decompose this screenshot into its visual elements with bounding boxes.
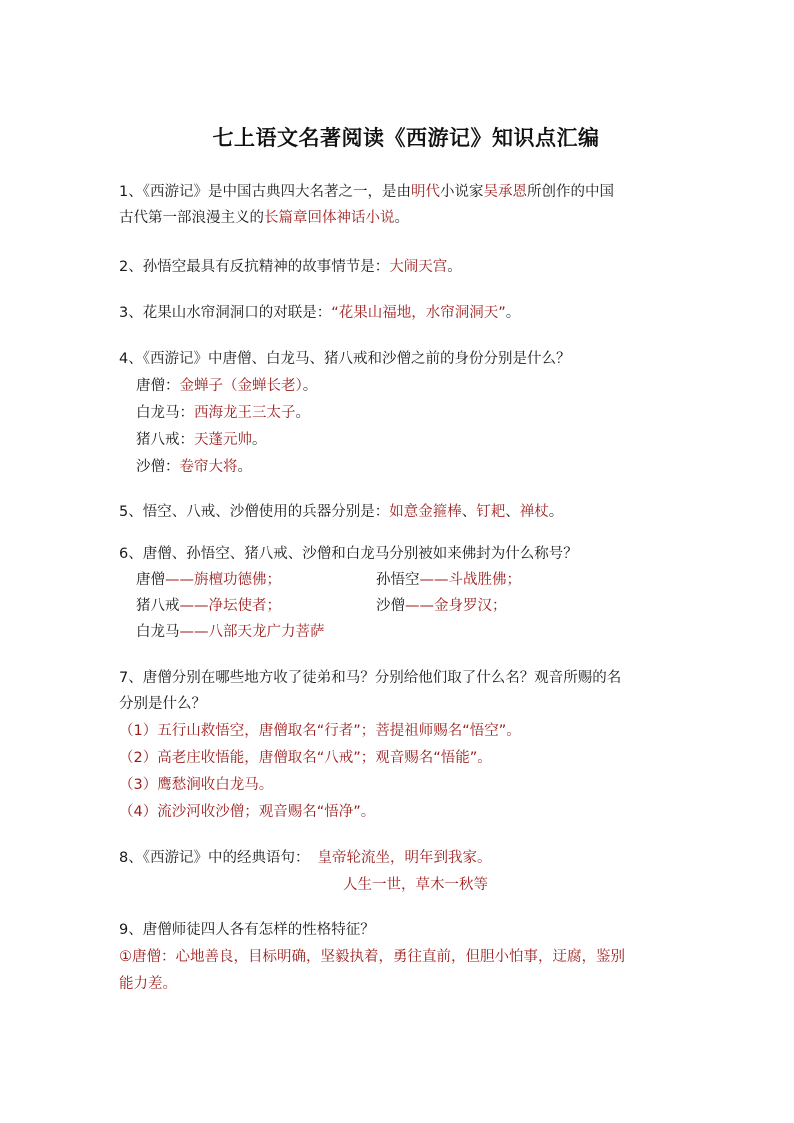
q4-item-answer: 金蝉子（金蝉长老） (179, 378, 303, 394)
q3-line (119, 303, 520, 323)
q8-quote-1: 皇帝轮流坐，明年到我家。 (317, 850, 492, 866)
q9-answer-line-1: ①唐僧：心地善良，目标明确，坚毅执着，勇往直前，但胆小怕事，迂腐，鉴别 (119, 949, 625, 965)
q6-item-name: 孙悟空 (376, 572, 420, 588)
q4-item-name: 沙僧： (136, 459, 180, 475)
q1-line-2 (119, 208, 409, 228)
q6-item-name: 猪八戒 (136, 598, 180, 614)
q7-question-line-2: 分别是什么？ (119, 696, 206, 712)
q6-item-name: 白龙马 (136, 624, 180, 640)
q4-item (136, 403, 310, 423)
q3-end: 。 (505, 305, 521, 321)
q7-item-answer: 高老庄收悟能，唐僧取名“八戒”；观音赐名“悟能”。 (157, 750, 492, 766)
q6-item (376, 596, 507, 616)
q6-item (136, 596, 281, 616)
q6-question: 6、唐僧、孙悟空、猪八戒、沙僧和白龙马分别被如来佛封为什么称号？ (119, 546, 578, 562)
q5-answer-1: 如意金箍棒 (389, 504, 462, 520)
q8-line-1 (119, 848, 491, 868)
q5-answer-3: 禅杖 (519, 504, 549, 520)
q7-question-line-1: 7、唐僧分别在哪些地方收了徒弟和马？分别给他们取了什么名？观音所赐的名 (119, 670, 622, 686)
q7-item (119, 748, 492, 768)
q1-text-f: 古代第一部浪漫主义的 (119, 210, 264, 226)
q1-answer-author: 吴承恩 (483, 184, 527, 200)
q6-item (136, 570, 281, 590)
q4-item-answer: 卷帘大将 (179, 459, 238, 475)
q6-item-name: 唐僧 (136, 572, 165, 588)
q9-answer-line-2: 能力差。 (119, 976, 177, 992)
q1-text-e: 所创作的中国 (526, 184, 614, 200)
q1-text-c: 小说家 (439, 184, 484, 200)
q4-item-end: 。 (237, 459, 252, 475)
q4-item (136, 457, 252, 477)
q3-answer: “花果山福地，水帘洞洞天” (331, 305, 506, 321)
q4-item-name: 猪八戒： (136, 432, 194, 448)
q1-answer-genre: 长篇章回体神话小说 (264, 210, 395, 226)
q7-item-answer: 鹰愁涧收白龙马。 (157, 777, 274, 793)
q1-answer-dynasty: 明代 (410, 184, 440, 200)
q7-item-number: （4） (119, 804, 158, 820)
q4-item-end: 。 (295, 405, 310, 421)
q6-item-answer: ——旃檀功德佛； (165, 572, 281, 588)
q5-sep-1: 、 (461, 504, 477, 520)
page-title: 七上语文名著阅读《西游记》知识点汇编 (212, 125, 600, 150)
q7-item-answer: 五行山救悟空，唐僧取名“行者”；菩提祖师赐名“悟空”。 (157, 723, 521, 739)
q5-question: 5、悟空、八戒、沙僧使用的兵器分别是： (119, 504, 390, 520)
q2-end: 。 (447, 259, 462, 275)
q4-item-name: 白龙马： (136, 405, 194, 421)
q7-item-number: （1） (119, 723, 158, 739)
q7-item (119, 721, 521, 741)
q5-answer-2: 钉耙 (476, 504, 506, 520)
q7-item-answer: 流沙河收沙僧；观音赐名“悟净”。 (157, 804, 376, 820)
q1-text-h: 。 (394, 210, 409, 226)
q1-text-a: 1、《西游记》是中国古典四大名著之一，是由 (119, 184, 411, 200)
q4-item-name: 唐僧： (136, 378, 180, 394)
q9-question: 9、唐僧师徒四人各有怎样的性格特征？ (119, 922, 375, 938)
q4-item (136, 376, 317, 396)
q7-item (119, 802, 375, 822)
q7-item-number: （2） (119, 750, 158, 766)
q2-question: 2、孙悟空最具有反抗精神的故事情节是： (119, 259, 390, 275)
q4-item-end: 。 (252, 432, 267, 448)
q8-question: 8、《西游记》中的经典语句： (119, 850, 310, 866)
q6-item-answer: ——金身罗汉； (405, 598, 507, 614)
q6-item (136, 622, 325, 642)
q5-line (119, 502, 563, 522)
q6-item-answer: ——净坛使者； (179, 598, 281, 614)
q1-line-1 (119, 182, 614, 202)
q2-answer: 大闹天宫 (389, 259, 448, 275)
q4-item-answer: 西海龙王三太子 (194, 405, 296, 421)
q6-item (376, 570, 521, 590)
q6-item-answer: ——斗战胜佛； (419, 572, 521, 588)
q3-question: 3、花果山水帘洞洞口的对联是： (119, 305, 332, 321)
q7-item (119, 775, 273, 795)
q4-item (136, 430, 267, 450)
q7-item-number: （3） (119, 777, 158, 793)
q6-item-answer: ——八部天龙广力菩萨 (179, 624, 325, 640)
q4-item-end: 。 (302, 378, 318, 394)
q6-item-name: 沙僧 (376, 598, 405, 614)
q5-sep-2: 、 (505, 504, 520, 520)
q4-item-answer: 天蓬元帅 (194, 432, 252, 448)
q4-question: 4、《西游记》中唐僧、白龙马、猪八戒和沙僧之前的身份分别是什么？ (119, 351, 571, 367)
q8-quote-2: 人生一世，草木一秋等 (343, 877, 488, 893)
q5-end: 。 (548, 504, 564, 520)
q2-line (119, 257, 462, 277)
